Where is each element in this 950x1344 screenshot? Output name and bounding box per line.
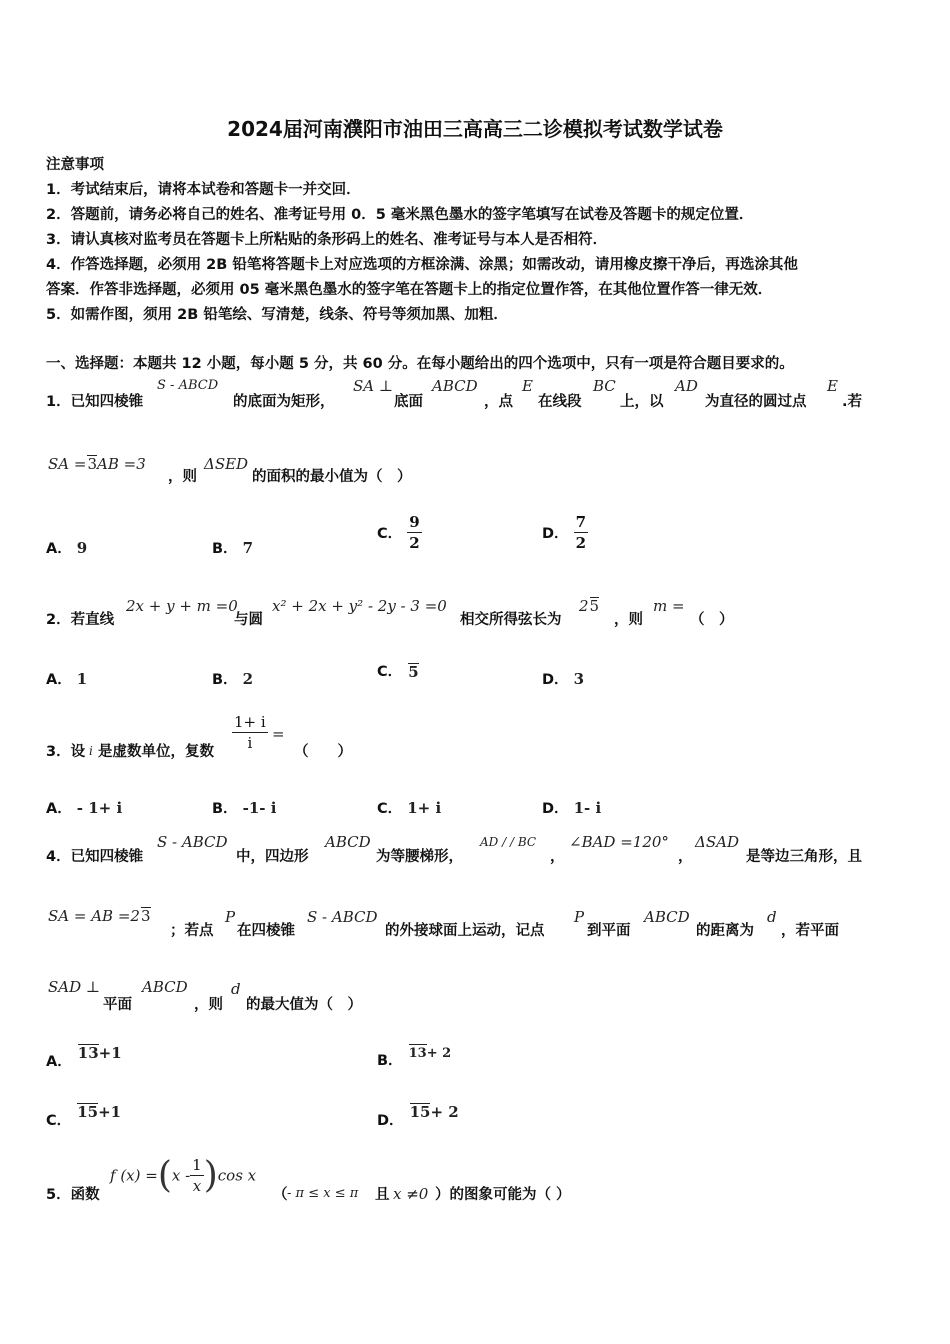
q1-text-9: 的面积的最小值为（ ） [252, 469, 412, 485]
q1-math-9: ΔSED [204, 455, 249, 473]
q3-equals: = [272, 725, 285, 743]
q5-text-1: （ [273, 1187, 288, 1203]
q4-number: 4．已知四棱锥 [46, 849, 144, 865]
q4-option-c[interactable]: C． 15+1 [46, 1103, 122, 1129]
q5-math-4: - π ≤ x ≤ π [287, 1186, 359, 1201]
q4-math-9: P [574, 908, 585, 926]
q2-number: 2．若直线 [46, 612, 115, 628]
q2-option-c[interactable]: C． 5 [377, 663, 419, 681]
q1-math-2: SA ⊥ [353, 377, 393, 395]
q4-math-2: ABCD [325, 833, 371, 851]
q1-math-4: E [522, 377, 533, 395]
q2-text-4: （ ） [690, 612, 734, 628]
q2-option-b[interactable]: B． 2 [212, 670, 254, 688]
q1-math-1: S - ABCD [157, 378, 219, 393]
q4-text-13: ，则 [194, 997, 223, 1013]
q2-text-3: ，则 [614, 612, 643, 628]
q2-option-a[interactable]: A． 1 [46, 670, 88, 688]
q1-option-a[interactable]: A． 9 [46, 539, 88, 557]
note-item-3: 3．请认真核对监考员在答题卡上所粘贴的条形码上的姓名、准考证号与本人是否相符． [46, 232, 608, 248]
q1-option-d[interactable]: D． $\frac{7}{2}$ [542, 513, 587, 552]
q4-text-9: 到平面 [587, 923, 631, 939]
q4-text-5: 是等边三角形，且 [746, 849, 862, 865]
q4-text-10: 的距离为 [696, 923, 754, 939]
q4-option-d[interactable]: D． 15+ 2 [377, 1103, 459, 1129]
q3-option-a[interactable]: A． - 1+ i [46, 799, 123, 817]
q2-math-3: 25 [579, 597, 600, 615]
q3-option-c[interactable]: C． 1+ i [377, 799, 442, 817]
q1-text-5: 上，以 [620, 394, 664, 410]
q5-text-3: ）的图象可能为（ ） [435, 1187, 571, 1203]
q4-text-12: 平面 [103, 997, 132, 1013]
q2-math-4: m = [653, 597, 685, 615]
note-item-2: 2．答题前，请务必将自己的姓名、准考证号用 0．5 毫米黑色墨水的签字笔填写在试卷及答题卡的规定位置． [46, 207, 754, 223]
note-item-1: 1．考试结束后，请将本试卷和答题卡一并交回． [46, 182, 361, 198]
q1-option-c[interactable]: C． $\frac{9}{2}$ [377, 513, 420, 552]
page-title: 2024届河南濮阳市油田三高高三二诊模拟考试数学试卷 [227, 117, 723, 141]
q4-math-7: P [225, 908, 236, 926]
q1-text-3: ，点 [484, 394, 513, 410]
q3-number: 3．设 [46, 744, 86, 760]
q4-option-b[interactable]: B． 13+ 2 [377, 1046, 452, 1069]
q1-text-2: 底面 [394, 394, 423, 410]
q1-text-8: ，则 [168, 469, 197, 485]
q1-text-4: 在线段 [538, 394, 582, 410]
q5-number: 5．函数 [46, 1187, 100, 1203]
q2-text-1: 与圆 [234, 612, 263, 628]
q4-math-12: SAD ⊥ [48, 978, 101, 996]
q4-text-6: ；若点 [170, 923, 214, 939]
q4-text-7: 在四棱锥 [237, 923, 295, 939]
q4-math-14: d [231, 980, 241, 998]
q1-math-6: AD [675, 377, 698, 395]
q4-text-4: ， [678, 849, 693, 865]
q4-text-11: ，若平面 [781, 923, 839, 939]
q1-math-5: BC [593, 377, 616, 395]
q3-fraction: $\frac{1+ i}{i}$ [234, 713, 266, 752]
q1-text-7: .若 [842, 394, 863, 410]
q4-text-1: 中，四边形 [236, 849, 309, 865]
q1-math-3: ABCD [432, 377, 478, 395]
q4-math-13: ABCD [142, 978, 188, 996]
notes-heading: 注意事项 [46, 157, 104, 173]
q4-math-4: ∠BAD =120° [569, 833, 669, 851]
q4-math-10: ABCD [644, 908, 690, 926]
q1-text-6: 为直径的圆过点 [705, 394, 807, 410]
q3-math-1: i [89, 744, 93, 758]
q1-math-7: E [827, 377, 838, 395]
q4-math-11: d [767, 908, 777, 926]
q4-math-5: ΔSAD [695, 833, 739, 851]
q4-text-8: 的外接球面上运动，记点 [385, 923, 545, 939]
q3-option-d[interactable]: D． 1- i [542, 799, 602, 817]
q5-text-2: 且 [375, 1187, 390, 1203]
q4-text-2: 为等腰梯形， [376, 849, 463, 865]
q3-option-b[interactable]: B． -1- i [212, 799, 277, 817]
q4-text-14: 的最大值为（ ） [246, 997, 362, 1013]
q1-text-1: 的底面为矩形， [233, 394, 335, 410]
q4-math-3: AD / / BC [480, 835, 537, 849]
note-item-5: 5．如需作图，须用 2B 铅笔绘、写清楚，线条、符号等须加黑、加粗． [46, 307, 508, 323]
q4-math-8: S - ABCD [307, 908, 378, 926]
q4-math-6: SA = AB =23 [48, 907, 151, 925]
q4-option-a[interactable]: A． 13+1 [46, 1044, 122, 1070]
q1-number: 1．已知四棱锥 [46, 394, 144, 410]
q2-text-2: 相交所得弦长为 [460, 612, 562, 628]
q1-option-b[interactable]: B． 7 [212, 539, 254, 557]
q1-math-8: SA =3AB =3 [48, 455, 146, 473]
q4-math-1: S - ABCD [157, 833, 228, 851]
q3-text-1: 是虚数单位，复数 [98, 744, 214, 760]
section-heading: 一、选择题：本题共 12 小题，每小题 5 分，共 60 分。在每小题给出的四个选项中，只有一项是符合题目要求的。 [46, 356, 794, 372]
note-item-4b: 答案．作答非选择题，必须用 05 毫米黑色墨水的签字笔在答题卡上的指定位置作答，在其他位置作答一律无效． [46, 282, 773, 298]
q2-option-d[interactable]: D． 3 [542, 670, 585, 688]
q2-math-2: x² + 2x + y² - 2y - 3 =0 [272, 597, 447, 615]
q2-math-1: 2x + y + m =0 [126, 597, 238, 615]
q5-function-expression: f (x) =(x - $\frac{1}{x}$ )cos x [110, 1155, 257, 1196]
q3-text-2: （ ） [294, 744, 352, 760]
q4-text-3: ， [550, 849, 565, 865]
note-item-4a: 4．作答选择题，必须用 2B 铅笔将答题卡上对应选项的方框涂满、涂黑；如需改动，请用橡皮擦干净后，再选涂其他 [46, 257, 798, 273]
q5-math-5: x ≠0 [393, 1185, 429, 1203]
